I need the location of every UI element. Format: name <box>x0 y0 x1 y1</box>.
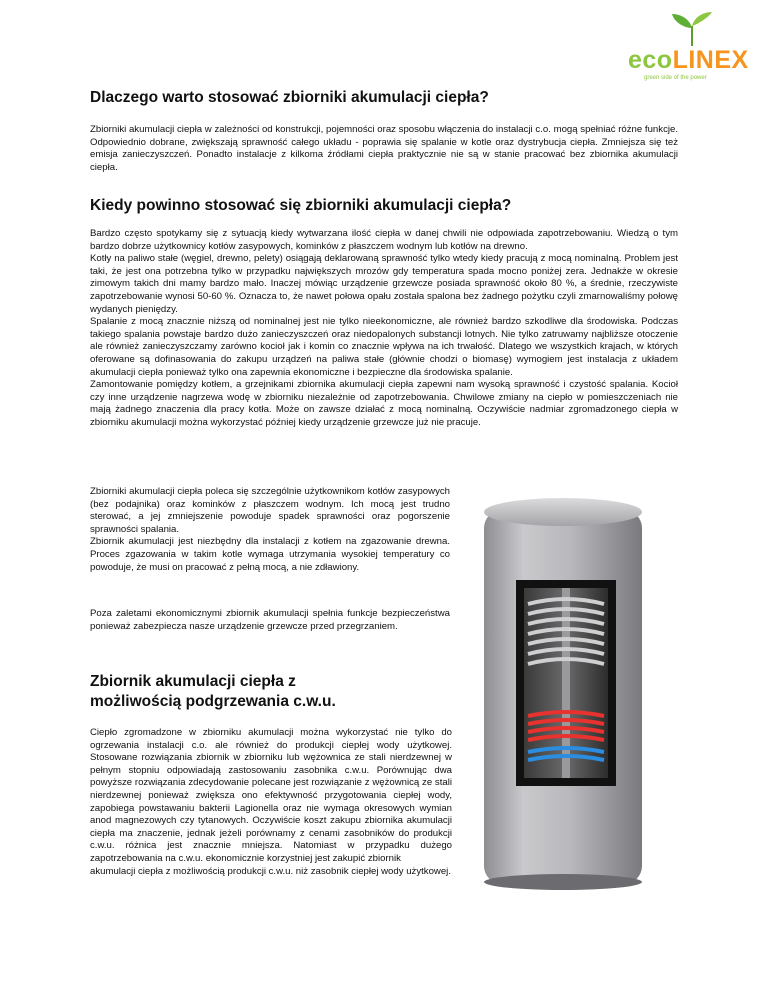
paragraph-intro: Zbiorniki akumulacji ciepła w zależności od konstrukcji, pojemności oraz sposobu włączenia do instalacji c.o. mogą spełniać różne funkcje. Odpowiednio dobrane, zwiększają sprawność całego układu - poprawia się spalanie w kotle oraz dystrybucja ciepła. Zmniejsza się też emisja zanieczyszczeń. Ponadto instalacje z kilkoma źródłami ciepła praktycznie nie są w stanie pracować bez zbiornika akumulacji ciepła. <box>90 124 678 173</box>
logo-wordmark: ecoLINEX <box>628 46 749 74</box>
paragraph-line: Zamontowanie pomiędzy kotłem, a grzejnikami zbiornika akumulacji ciepła zapewni nam wysoką sprawność i czystość spalania. Kocioł czy inne urządzenie nagrzewa wodę w zbiorniku niezależnie od zapotrzebowania. Chwilowe zmiany na ciepło w pomieszczeniach nie mają żadnego znaczenia dla pracy kotła. Może on zawsze działać z mocą nominalną. Oczywiście nadmiar zgromadzonego ciepła w zbiorniku akumulacji można wykorzystać później kiedy urządzenie grzewcze już nie pracuje. <box>90 379 678 428</box>
paragraph-dhw-main: Ciepło zgromadzone w zbiorniku akumulacji można wykorzystać nie tylko do ogrzewania instalacji c.o. ale również do produkcji ciepłej wody użytkowej. Stosowane rozwiązania zbiornik w zbiorniku lub wężownica ze stali nierdzewnej w pełnym stopniu odpowiadają zastosowaniu zasobnika c.w.u. Porównując dwa powyższe rozwiązania zdecydowanie polecane jest rozwiązanie z wężownicą ze stali nierdzewnej ponieważ zwiększa ono efektywność przygotowania ciepłej wody, zapobiega powstawaniu bakterii Lagionella oraz nie wymaga okresowych wymian anod magnezowych czy tytanowych. Oczywiście koszt zakupu zbiornika akumulacji ciepła ma znaczenie, jednak jeżeli porównamy z cenami zasobników do produkcji c.w.u. różnica jest znacznie mniejsza. Natomiast w przypadku dużego zapotrzebowania na c.w.u. ekonomicznie korzystniej jest zakupić zbiornik <box>90 727 452 864</box>
heading-why-use-tanks: Dlaczego warto stosować zbiorniki akumulacji ciepła? <box>90 89 489 106</box>
paragraph-recommended-users <box>90 486 450 574</box>
leaf-sprout-icon <box>668 12 716 48</box>
paragraph-line: Kotły na paliwo stałe (węgiel, drewno, pelety) osiągają deklarowaną sprawność tylko wtedy kiedy pracują z mocą nominalną. Problem jest taki, że jest ona potrzebna tylko w przypadku największych mrozów gdy temperatura spada mocno poniżej zera. Jednakże w okresie zimowym takich dni mamy bardzo mało. Inaczej mówiąc urządzenie grzewcze posiada sprawność około 80 %, a średnie, rzeczywiste zapotrzebowanie wynosi 50-60 %. Oznacza to, że nawet połowa opału została spalona bez żadnego pożytku czyli zmarnowaliśmy połowę wydanych pieniędzy. <box>90 253 678 315</box>
paragraph-line: Zbiornik akumulacji jest niezbędny dla instalacji z kotłem na zgazowanie drewna. Proces zgazowania w takim kotle wymaga utrzymania wysokiej temperatury co powoduje, że musi on pracować z pełną mocą, a nie zdławiony. <box>90 536 450 573</box>
paragraph-line: Zbiorniki akumulacji ciepła poleca się szczególnie użytkownikom kotłów zasypowych (bez podajnika) oraz kominków z płaszczem wodnym. Ich mocą jest trudno sterować, a jej zmniejszenie powoduje spadek sprawności oraz pogorszenie sprawności spalania. <box>90 486 450 535</box>
paragraph-dhw-last-line: akumulacji ciepła z możliwością produkcji c.w.u. niż zasobnik ciepłej wody użytkowej. <box>90 865 451 877</box>
paragraph-line: Bardzo często spotykamy się z sytuacją kiedy wytwarzana ilość ciepła w danej chwili nie odpowiada zapotrzebowaniu. Wiedzą o tym bardzo dobrze użytkownicy kotłów zasypowych, kominków z płaszczem wodnym lub kotłów na drewno. <box>90 228 678 252</box>
heading-dhw-tank: Zbiornik akumulacji ciepła z możliwością podgrzewania c.w.u. <box>90 673 336 710</box>
tank-cutaway-image <box>478 494 648 894</box>
paragraph-when-block <box>90 228 678 430</box>
ecolinex-logo <box>620 12 760 84</box>
paragraph-line: Spalanie z mocą znacznie niższą od nominalnej jest nie tylko nieekonomiczne, ale również bardzo szkodliwe dla środowiska. Podczas takiego spalania powstaje bardzo dużo zanieczyszczeń oraz niedopalonych substancji lotnych. Nie tylko zatruwamy najbliższe otoczenie ale również zanieczyszczamy zarówno kocioł jak i komin co znacznie wpływa na ich trwałość. Dlatego we wszystkich krajach, w których oferowane są dofinasowania do zakupu urządzeń na paliwa stałe (głównie chodzi o biomasę) wymogiem jest instalacja z układem akumulacji ciepła ponieważ tylko ona zapewnia ekonomiczne i bezpieczne dla środowiska spalanie. <box>90 316 678 378</box>
tank-top-cap <box>484 498 642 526</box>
heading-when-to-use-tanks: Kiedy powinno stosować się zbiorniki akumulacji ciepła? <box>90 197 512 214</box>
paragraph-dhw <box>90 727 452 878</box>
logo-tagline: green side of the power <box>644 75 707 81</box>
paragraph-safety: Poza zaletami ekonomicznymi zbiornik akumulacji spełnia funkcje bezpieczeństwa ponieważ zabezpiecza nasze urządzenie grzewcze przed przegrzaniem. <box>90 608 450 632</box>
